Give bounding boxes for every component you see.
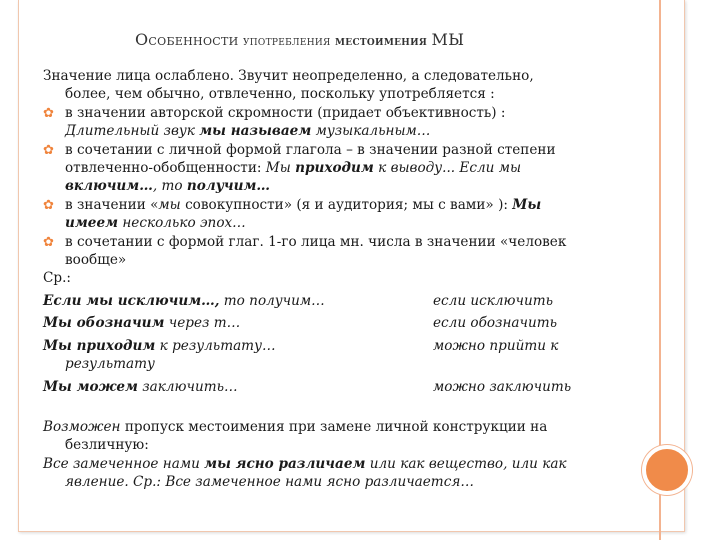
slide-content — [43, 67, 633, 492]
bullet-2-line-3: включим…, то получим… — [65, 178, 271, 195]
title-word-4: МЫ — [431, 30, 465, 49]
flower-bullet-icon: ✿ — [43, 142, 54, 158]
bullet-1-line-2: Длительный звук мы называем музыкальным… — [65, 123, 431, 140]
title-word-3: местоимения — [335, 34, 428, 49]
compare-row-3: Мы приходим к результату… можно прийти к — [43, 337, 559, 354]
bullet-item-3 — [43, 196, 633, 233]
outro-line-1: Возможен пропуск местоимения при замене личной конструкции на — [43, 418, 548, 435]
bullet-3-line-2: имеем несколько эпох… — [65, 215, 246, 232]
outro-line-2: безличную: — [65, 437, 149, 454]
flower-bullet-icon: ✿ — [43, 105, 54, 121]
outro-line-3: Все замеченное нами мы ясно различаем или как вещество, или как — [43, 455, 567, 472]
flower-bullet-icon: ✿ — [43, 234, 54, 250]
intro-line-2: более, чем обычно, отвлеченно, поскольку употребляется : — [65, 86, 495, 103]
bullet-item-4 — [43, 233, 633, 270]
compare-row-2: Мы обозначим через т… если обозначить — [43, 315, 558, 332]
bullet-item-1 — [43, 104, 633, 141]
decorative-circle — [642, 445, 692, 495]
bullet-2-line-1: в сочетании с личной формой глагола – в значении разной степени — [65, 141, 556, 158]
title-word-1: Особенности — [135, 30, 239, 49]
bullet-2-line-2: отвлеченно-обобщенности: Мы приходим к выводу... Если мы — [65, 160, 522, 177]
intro-line-1: Значение лица ослаблено. Звучит неопределенно, а следовательно, — [43, 68, 534, 84]
slide-title — [135, 30, 635, 49]
compare-row-4: Мы можем заключить… можно заключить — [43, 378, 572, 395]
title-word-2: употребления — [242, 34, 331, 49]
compare-row-1: Если мы исключим…, то получим… если исключить — [43, 292, 554, 309]
bullet-1-line-1: в значении авторской скромности (придает объективность) : — [65, 104, 506, 121]
bullet-4-line-1: в сочетании с формой глаг. 1-го лица мн. числа в значении «человек — [65, 233, 567, 250]
bullet-item-2 — [43, 141, 633, 196]
compare-label: Ср.: — [43, 270, 72, 287]
compare-row-3-continuation: результату — [65, 356, 155, 373]
bullet-4-line-2: вообще» — [65, 252, 127, 269]
outro-line-4: явление. Ср.: Все замеченное нами ясно различается… — [65, 474, 474, 491]
flower-bullet-icon: ✿ — [43, 197, 54, 213]
bullet-3-line-1: в значении «мы совокупности» (я и аудитория; мы с вами» ): Мы — [65, 196, 542, 213]
